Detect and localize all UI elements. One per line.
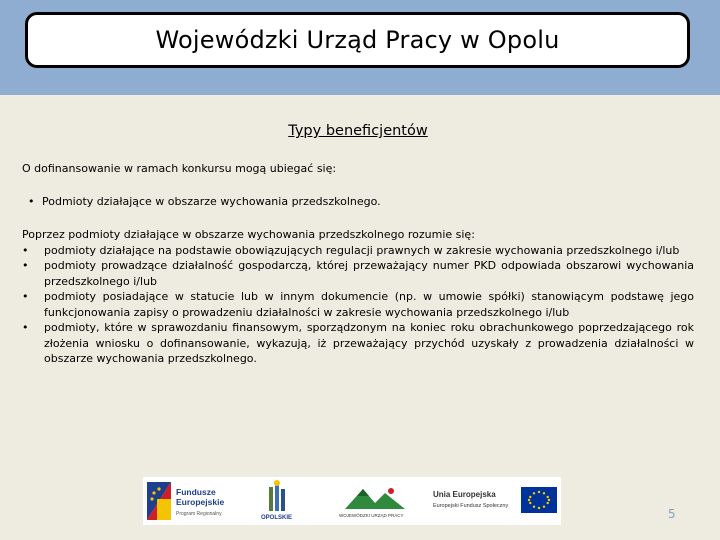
intro-text: O dofinansowanie w ramach konkursu mogą ubiegać się:	[22, 162, 337, 175]
unia-europejska-logo	[431, 477, 561, 525]
definitions-list	[22, 243, 694, 367]
main-bullet	[28, 194, 688, 210]
list-item	[22, 243, 694, 259]
funding-logos-bar	[143, 477, 561, 525]
page-number: 5	[668, 507, 676, 521]
definitions-section	[22, 227, 694, 367]
bullet-mark: •	[22, 290, 29, 303]
opolskie-logo	[255, 477, 315, 525]
list-item-text: podmioty działające na podstawie obowiązujących regulacji prawnych w zakresie wychowania przedszkolnego i/lub	[44, 243, 680, 257]
eu-flag-icon	[431, 477, 561, 525]
opolskie-icon	[255, 477, 315, 525]
slide-title: Wojewódzki Urząd Pracy w Opolu	[155, 26, 560, 54]
list-item	[22, 289, 694, 320]
fe-line1: Fundusze	[176, 487, 216, 497]
fundusze-europejskie-icon	[143, 477, 238, 525]
list-item	[22, 258, 694, 289]
bullet-mark: •	[28, 195, 35, 208]
bullet-mark: •	[22, 259, 29, 272]
list-item	[22, 320, 694, 367]
wup-icon	[333, 477, 423, 525]
opolskie-text: OPOLSKIE	[261, 515, 293, 521]
bullet-mark: •	[22, 243, 29, 257]
fe-line2: Europejskie	[176, 497, 225, 507]
fe-line3: Program Regionalny	[176, 511, 222, 517]
definitions-intro: Poprzez podmioty działające w obszarze wychowania przedszkolnego rozumie się:	[22, 228, 475, 241]
title-box	[25, 12, 690, 68]
wup-logo	[333, 477, 423, 525]
header-band	[0, 0, 720, 95]
ue-line1: Unia Europejska	[433, 490, 496, 499]
ue-line2: Europejski Fundusz Społeczny	[433, 503, 509, 509]
fundusze-europejskie-logo	[143, 477, 238, 525]
section-heading: Typy beneficjentów	[288, 123, 428, 139]
wup-text: WOJEWÓDZKI URZĄD PRACY	[339, 513, 404, 518]
list-item-text: podmioty, które w sprawozdaniu finansowym, sporządzonym na koniec roku obrachunkowego poprzedzającego rok złożenia wniosku o dofinansowanie, wykazują, iż przeważający przychód uzyskały z prowadzenia działalności w obszarze wychowania przedszkolnego.	[44, 321, 694, 365]
list-item-text: podmioty posiadające w statucie lub w innym dokumencie (np. w umowie spółki) stanowiącym podstawę jego funkcjonowania zapisy o prowadzeniu działalności w zakresie wychowania przedszkolnego i/lub	[44, 290, 694, 319]
main-bullet-text: Podmioty działające w obszarze wychowania przedszkolnego.	[42, 195, 381, 208]
list-item-text: podmioty prowadzące działalność gospodarczą, której przeważający numer PKD odpowiada obszarowi wychowania przedszkolnego i/lub	[44, 259, 694, 288]
bullet-mark: •	[22, 321, 29, 334]
